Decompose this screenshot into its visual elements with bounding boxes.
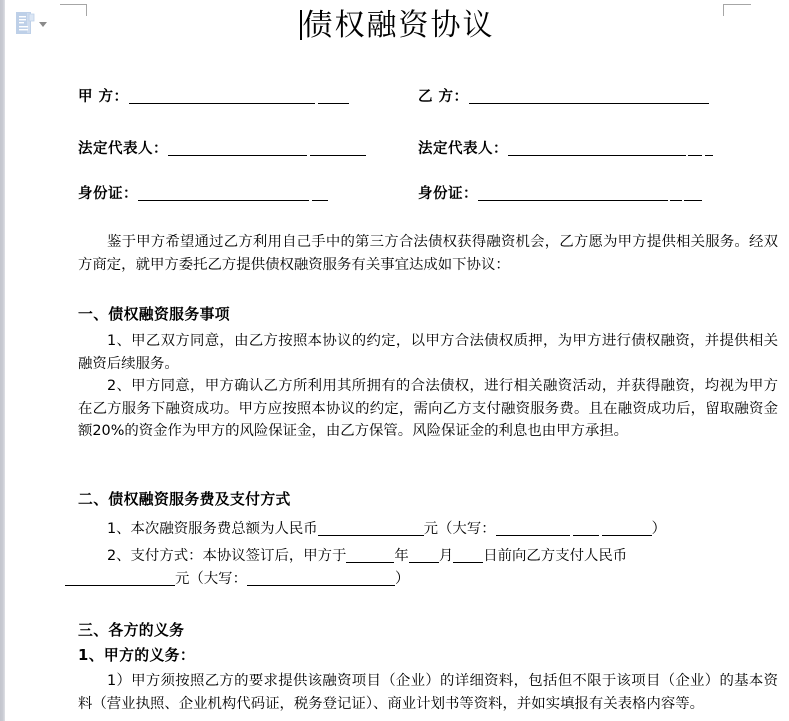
payment-year-label: 年 [394,548,409,564]
section-3-item-1: 1）甲方须按照乙方的要求提供该融资项目（企业）的详细资料，包括但不限于该项目（企业）的基本资料（营业执照、企业机构代码证，税务登记证）、商业计划书等资料，并如实填报有关表格内容等。 [78,673,778,712]
party-field-jiafang[interactable] [78,87,418,107]
payment-amount-unit: 元（大写： [175,571,247,587]
section-2-item-1-suffix: ） [651,521,667,537]
payment-amount-words-blank[interactable] [247,572,395,586]
id-card-blank-right-a[interactable] [478,187,668,201]
legal-rep-blank-left-a[interactable] [168,142,307,156]
legal-rep-field-right[interactable] [418,139,713,159]
legal-rep-blank-right-a[interactable] [508,142,686,156]
payment-month-blank[interactable] [409,549,439,563]
section-2-item-2-continued [65,568,778,591]
id-card-blank-right-b[interactable] [670,187,682,201]
section-2-item-1-mid: 元（大写： [423,521,496,537]
payment-amount-end: ） [394,571,410,587]
payment-year-blank[interactable] [346,549,394,563]
fee-amount-words-blank-b[interactable] [573,522,599,536]
section-heading-1: 一、债权融资服务事项 [78,306,230,323]
text-cursor [300,10,302,40]
id-card-label-right: 身份证： [418,186,478,202]
section-1-item-1: 1、甲乙双方同意，由乙方按照本协议的约定，以甲方合法债权质押，为甲方进行债权融资，并提供相关融资后续服务。 [78,333,778,372]
section-heading-2: 二、债权融资服务费及支付方式 [78,491,291,508]
id-card-blank-left-a[interactable] [138,187,309,201]
id-card-label-left: 身份证： [78,186,138,202]
id-card-blank-right-c[interactable] [684,187,702,201]
legal-rep-blank-right-b[interactable] [688,142,702,156]
id-card-field-left[interactable] [78,184,418,204]
legal-rep-label-right: 法定代表人： [418,141,508,157]
party-label-yifang: 乙 方： [418,89,469,105]
section-2-item-1 [78,518,778,541]
page-title [5,6,789,46]
legal-rep-label-left: 法定代表人： [78,141,168,157]
section-2-item-2 [78,545,778,568]
fee-amount-blank[interactable] [318,522,424,536]
party-blank-jiafang-a[interactable] [129,90,315,104]
section-heading-3: 三、各方的义务 [78,622,185,639]
payment-amount-blank[interactable] [65,572,175,586]
payment-day-label: 日前向乙方支付人民币 [483,548,628,564]
party-label-jiafang: 甲 方： [78,89,129,105]
fee-amount-words-blank-c[interactable] [602,522,652,536]
legal-rep-blank-right-c[interactable] [705,142,713,156]
legal-rep-blank-left-b[interactable] [310,142,366,156]
section-1-item-2: 2、甲方同意，甲方确认乙方所利用其所拥有的合法债权，进行相关融资活动，并获得融资，均视为甲方在乙方服务下融资成功。甲方应按照本协议的约定，需向乙方支付融资服务费。且在融资成功后，留取融资金额20%的资金作为甲方的风险保证金，由乙方保管。风险保证金的利息也由甲方承担。 [78,378,778,439]
document-page[interactable] [5,0,789,721]
payment-day-blank[interactable] [453,549,483,563]
preamble-paragraph: 鉴于甲方希望通过乙方利用自己手中的第三方合法债权获得融资机会，乙方愿为甲方提供相关服务。经双方商定，就甲方委托乙方提供债权融资服务有关事宜达成如下协议： [78,234,778,273]
section-2-item-2-prefix: 2、支付方式：本协议签订后，甲方于 [107,548,347,564]
party-row-3 [78,184,778,204]
id-card-field-right[interactable] [418,184,702,204]
party-blank-yifang[interactable] [469,90,709,104]
fee-amount-words-blank-a[interactable] [496,522,570,536]
payment-month-label: 月 [438,548,454,564]
party-field-yifang[interactable] [418,87,709,107]
id-card-blank-left-b[interactable] [312,187,328,201]
page-title-text: 债权融资协议 [302,8,495,43]
party-row-2 [78,139,778,159]
section-2-item-1-prefix: 1、本次融资服务费总额为人民币 [107,521,318,537]
legal-rep-field-left[interactable] [78,139,418,159]
party-blank-jiafang-b[interactable] [318,90,349,104]
party-row-1 [78,87,778,107]
section-3-sub-heading: 1、甲方的义务： [78,647,196,664]
